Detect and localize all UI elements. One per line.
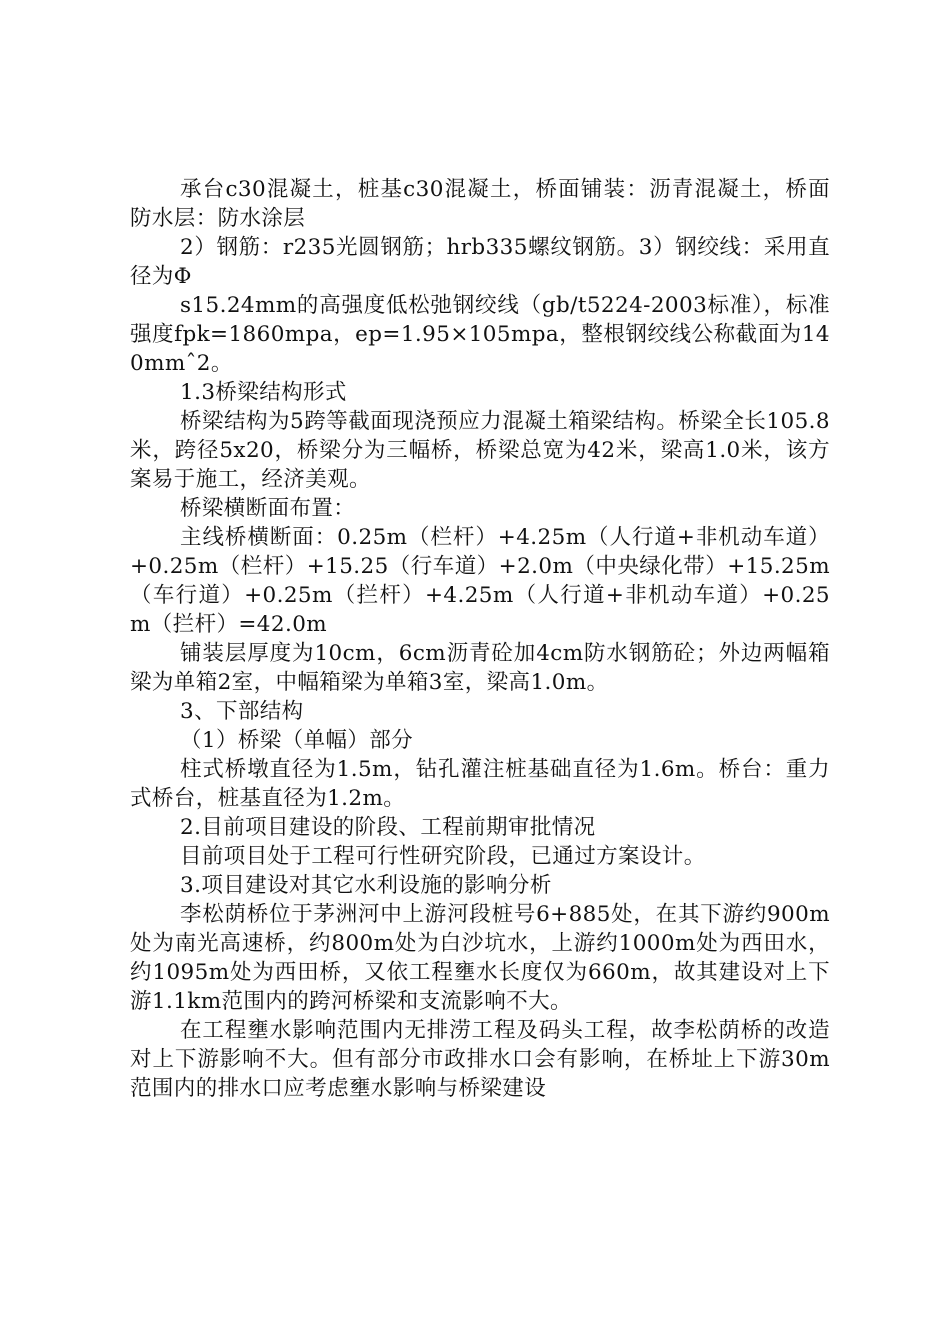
section-heading-substructure: 3、下部结构 [180, 699, 304, 724]
paragraph-strand: s15.24mm的高强度低松弛钢绞线（gb/t5224-2003标准），标准强度fpk=1860mpa，ep=1.95×105mpa，整根钢绞线公称截面为140mmˆ2。 [130, 293, 830, 376]
section-heading-stage: 2.目前项目建设的阶段、工程前期审批情况 [180, 815, 596, 840]
subheading-single-bridge: （1）桥梁（单幅）部分 [180, 728, 414, 753]
paragraph-structure: 桥梁结构为5跨等截面现浇预应力混凝土箱梁结构。桥梁全长105.8米，跨径5x20，桥梁分为三幅桥，桥梁总宽为42米，梁高1.0米，该方案易于施工，经济美观。 [130, 409, 830, 492]
paragraph-cross-section-title: 桥梁横断面布置： [180, 496, 356, 521]
paragraph-impact-location: 李松荫桥位于茅洲河中上游河段桩号6+885处，在其下游约900m处为南光高速桥，约800m处为白沙坑水，上游约1000m处为西田水，约1095m处为西田桥，又依工程壅水长度仅为660m，故其建设对上下游1.1km范围内的跨河桥梁和支流影响不大。 [130, 902, 830, 1014]
section-heading-structure-form: 1.3桥梁结构形式 [180, 380, 347, 405]
document-body [130, 175, 830, 1103]
paragraph-rebar: 2）钢筋：r235光圆钢筋；hrb335螺纹钢筋。3）钢绞线：采用直径为Φ [130, 235, 830, 289]
paragraph-impact-drainage: 在工程壅水影响范围内无排涝工程及码头工程，故李松荫桥的改造对上下游影响不大。但有部分市政排水口会有影响，在桥址上下游30m范围内的排水口应考虑壅水影响与桥梁建设 [130, 1018, 830, 1101]
paragraph-cross-section: 主线桥横断面：0.25m（栏杆）+4.25m（人行道+非机动车道）+0.25m（栏杆）+15.25（行车道）+2.0m（中央绿化带）+15.25m（车行道）+0.25m（拦杆）+4.25m（人行道+非机动车道）+0.25m（拦杆）=42.0m [130, 525, 830, 637]
paragraph-piers: 柱式桥墩直径为1.5m，钻孔灌注桩基础直径为1.6m。桥台：重力式桥台，桩基直径为1.2m。 [130, 757, 830, 811]
paragraph-stage: 目前项目处于工程可行性研究阶段，已通过方案设计。 [180, 844, 706, 869]
section-heading-impact: 3.项目建设对其它水利设施的影响分析 [180, 873, 552, 898]
paragraph-materials: 承台c30混凝土，桩基c30混凝土，桥面铺装：沥青混凝土，桥面防水层：防水涂层 [130, 177, 830, 231]
paragraph-pavement: 铺装层厚度为10cm，6cm沥青砼加4cm防水钢筋砼；外边两幅箱梁为单箱2室，中幅箱梁为单箱3室，梁高1.0m。 [130, 641, 830, 695]
